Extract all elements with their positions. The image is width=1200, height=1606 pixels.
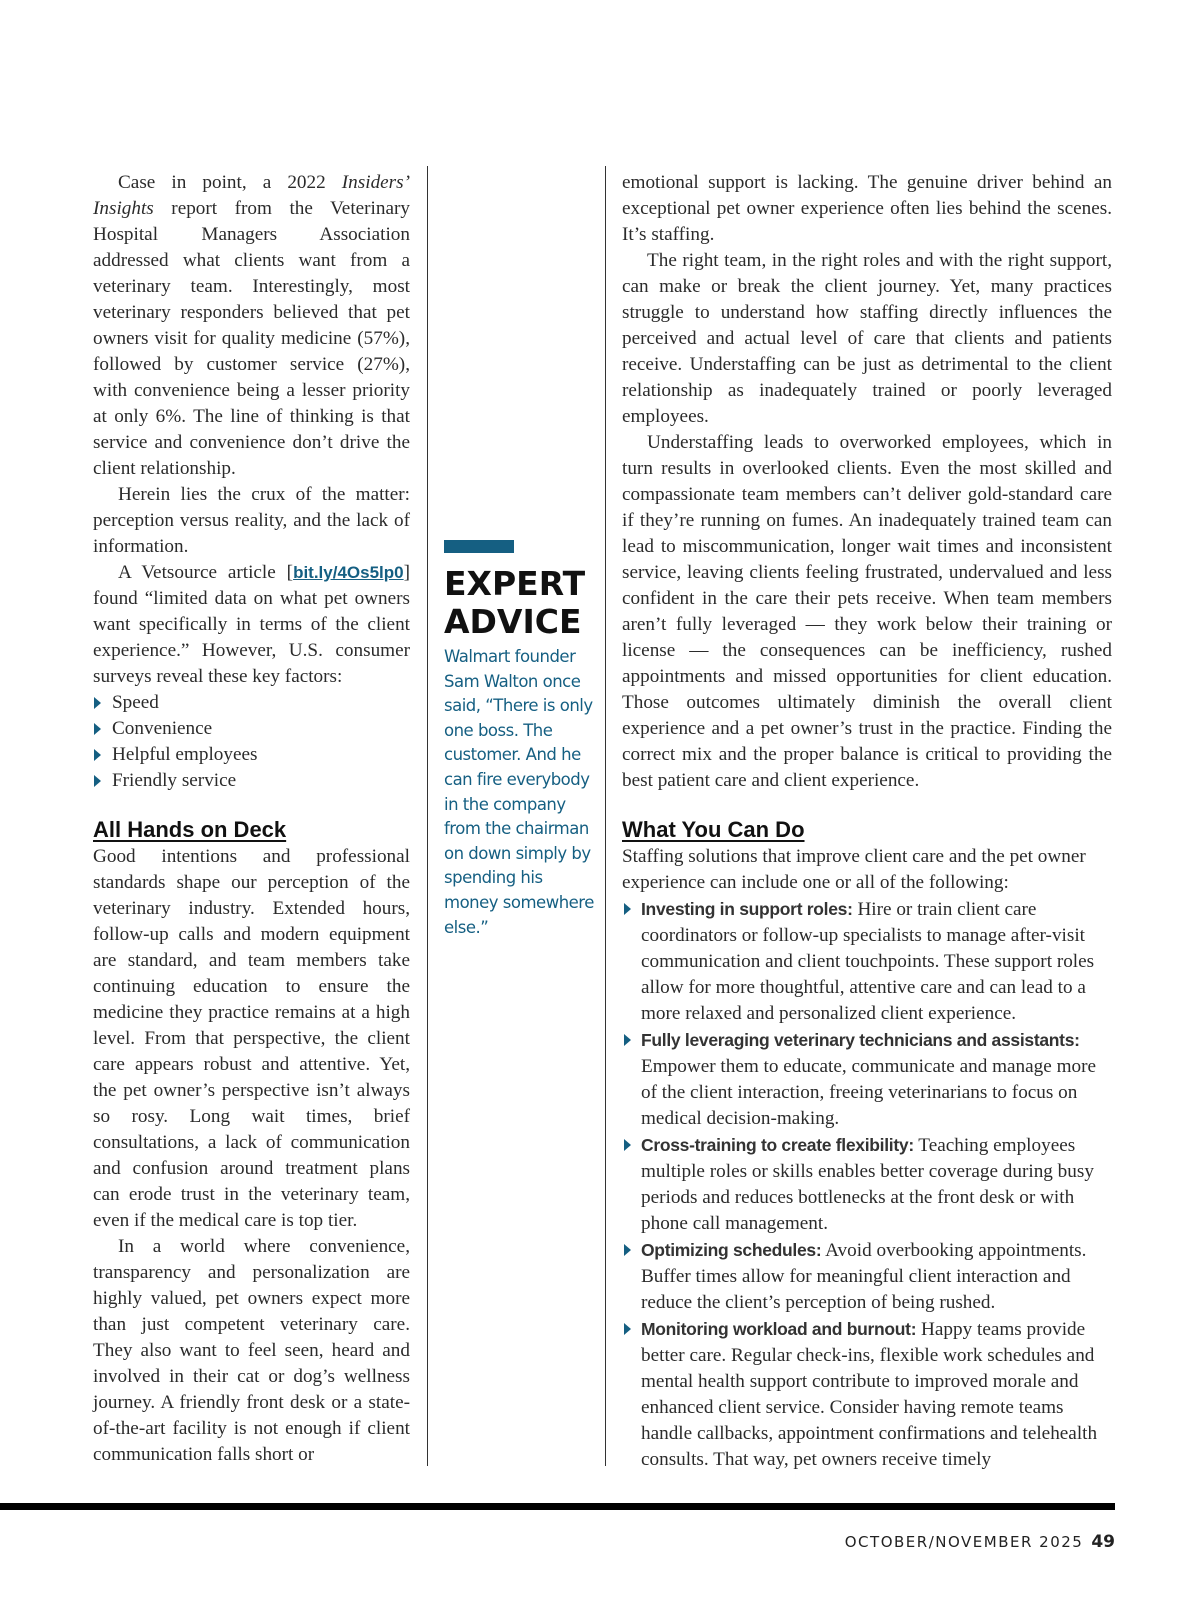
- list-item: [622, 1027, 1112, 1132]
- triangle-bullet-icon: [624, 903, 631, 915]
- list-item-text: Convenience: [112, 718, 213, 739]
- list-item-lead: Fully leveraging veterinary technicians and assistants:: [641, 1030, 1080, 1050]
- section-heading: All Hands on Deck: [93, 817, 287, 842]
- list-item-text: Happy teams provide better care. Regular check-ins, flexible work schedules and mental health support contribute to improved morale and enhanced client service. Consider having remote teams handle callbacks, appointment confirmations and telehealth consults. That way, pet owners receive timely: [641, 1319, 1098, 1470]
- paragraph: emotional support is lacking. The genuine driver behind an exceptional pet owner experience often lies behind the scenes. It’s staffing.: [622, 172, 1112, 245]
- solutions-list: [622, 896, 1112, 1473]
- paragraph: Staffing solutions that improve client care and the pet owner experience can include one or all of the following:: [622, 846, 1086, 893]
- triangle-bullet-icon: [94, 723, 101, 735]
- triangle-bullet-icon: [624, 1323, 631, 1335]
- paragraph: Understaffing leads to overworked employees, which in turn results in overlooked clients. Even the most skilled and compassionate team members can’t deliver gold-standard care if they’re running on fumes. An inadequately trained team can lead to miscommunication, longer wait times and inconsistent service, leaving clients feeling frustrated, undervalued and less confident in the care their pets receive. When team members aren’t fully leveraged — they work below their training or license — the consequences can be inefficiency, rushed appointments and missed opportunities for client education. Those outcomes ultimately diminish the overall client experience and a pet owner’s trust in the practice. Finding the correct mix and the proper balance is critical to providing the best patient care and client experience.: [622, 432, 1112, 791]
- list-item-text: Speed: [112, 692, 159, 713]
- sidebar-quote: Walmart founder Sam Walton once said, “There is only one boss. The customer. And he can fire everybody in the company from the chairman on down simply by spending his money somewhere else.”: [444, 647, 594, 937]
- triangle-bullet-icon: [94, 749, 101, 761]
- paragraph: [93, 170, 410, 482]
- list-item: [93, 742, 410, 768]
- list-item-text: Hire or train client care coordinators or follow-up specialists to manage after-visit communication and client touchpoints. These support roles allow for more thoughtful, attentive care and can lead to a more relaxed and personalized client experience.: [641, 899, 1095, 1024]
- text-run: ] found “limited data on what pet owners want specifically in terms of the client experience.” However, U.S. consumer surveys reveal these key factors:: [93, 562, 410, 687]
- right-column: [622, 170, 1112, 1473]
- list-item: [622, 1316, 1112, 1473]
- page-number: 49: [1091, 1532, 1115, 1552]
- triangle-bullet-icon: [94, 697, 101, 709]
- list-item: [93, 768, 410, 794]
- list-item-text: Helpful employees: [112, 744, 258, 765]
- list-item: [622, 896, 1112, 1027]
- publication-title: Insiders’ Insights: [93, 172, 410, 219]
- list-item: [93, 716, 410, 742]
- page-footer: [845, 1532, 1115, 1552]
- list-item: [622, 1132, 1112, 1237]
- sidebar-title: [444, 565, 594, 641]
- paragraph: [93, 560, 410, 690]
- triangle-bullet-icon: [624, 1139, 631, 1151]
- triangle-bullet-icon: [624, 1034, 631, 1046]
- text-run: A Vetsource article [: [118, 562, 294, 583]
- sidebar-title-line: EXPERT: [444, 564, 586, 603]
- column-divider: [605, 166, 606, 1466]
- text-run: report from the Veterinary Hospital Managers Association addressed what clients want from a veterinary team. Interestingly, most veterinary responders believed that pet owners visit for quality medicine (57%), followed by customer service (27%), with convenience being a lesser priority at only 6%. The line of thinking is that service and convenience don’t drive the client relationship.: [93, 198, 410, 479]
- factors-list: [93, 690, 410, 794]
- paragraph: Herein lies the crux of the matter: perception versus reality, and the lack of information.: [93, 484, 410, 557]
- text-run: Case in point, a 2022: [118, 172, 342, 193]
- issue-date: OCTOBER/NOVEMBER 2025: [844, 1533, 1084, 1551]
- article-link[interactable]: bit.ly/4Os5lp0: [293, 563, 404, 582]
- list-item-text: Avoid overbooking appointments. Buffer times allow for meaningful client interaction and reduce the client’s perception of being rushed.: [641, 1240, 1087, 1313]
- section-heading: What You Can Do: [622, 817, 805, 842]
- accent-bar: [444, 540, 514, 553]
- triangle-bullet-icon: [624, 1244, 631, 1256]
- list-item-text: Teaching employees multiple roles or skills enables better coverage during busy periods and reduces bottlenecks at the front desk or with phone call management.: [641, 1135, 1094, 1234]
- sidebar-title-line: ADVICE: [444, 602, 582, 641]
- list-item-lead: Optimizing schedules:: [641, 1240, 822, 1260]
- list-item-text: Empower them to educate, communicate and manage more of the client interaction, freeing veterinarians to focus on medical decision-making.: [641, 1056, 1096, 1129]
- list-item: [622, 1237, 1112, 1316]
- list-item-text: Friendly service: [112, 770, 237, 791]
- paragraph: In a world where convenience, transparency and personalization are highly valued, pet owners expect more than just competent veterinary care. They also want to feel seen, heard and involved in their cat or dog’s wellness journey. A friendly front desk or a state-of-the-art facility is not enough if client communication falls short or: [93, 1236, 410, 1465]
- left-column: [93, 170, 410, 1468]
- column-divider: [427, 166, 428, 1466]
- list-item-lead: Monitoring workload and burnout:: [641, 1319, 917, 1339]
- footer-rule: [0, 1503, 1115, 1510]
- list-item: [93, 690, 410, 716]
- list-item-lead: Investing in support roles:: [641, 899, 853, 919]
- list-item-lead: Cross-training to create flexibility:: [641, 1135, 914, 1155]
- paragraph: The right team, in the right roles and with the right support, can make or break the client journey. Yet, many practices struggle to understand how staffing directly influences the perceived and actual level of care that clients and patients receive. Understaffing can be just as detrimental to the client relationship as inadequately trained or poorly leveraged employees.: [622, 250, 1112, 427]
- triangle-bullet-icon: [94, 775, 101, 787]
- paragraph: Good intentions and professional standards shape our perception of the veterinary industry. Extended hours, follow-up calls and modern equipment are standard, and team members take continuing education to ensure the medicine they practice remains at a high level. From that perspective, the client care appears robust and attentive. Yet, the pet owner’s perspective isn’t always so rosy. Long wait times, brief consultations, a lack of communication and confusion around treatment plans can erode trust in the veterinary team, even if the medical care is top tier.: [93, 846, 410, 1231]
- expert-advice-sidebar: [444, 170, 594, 940]
